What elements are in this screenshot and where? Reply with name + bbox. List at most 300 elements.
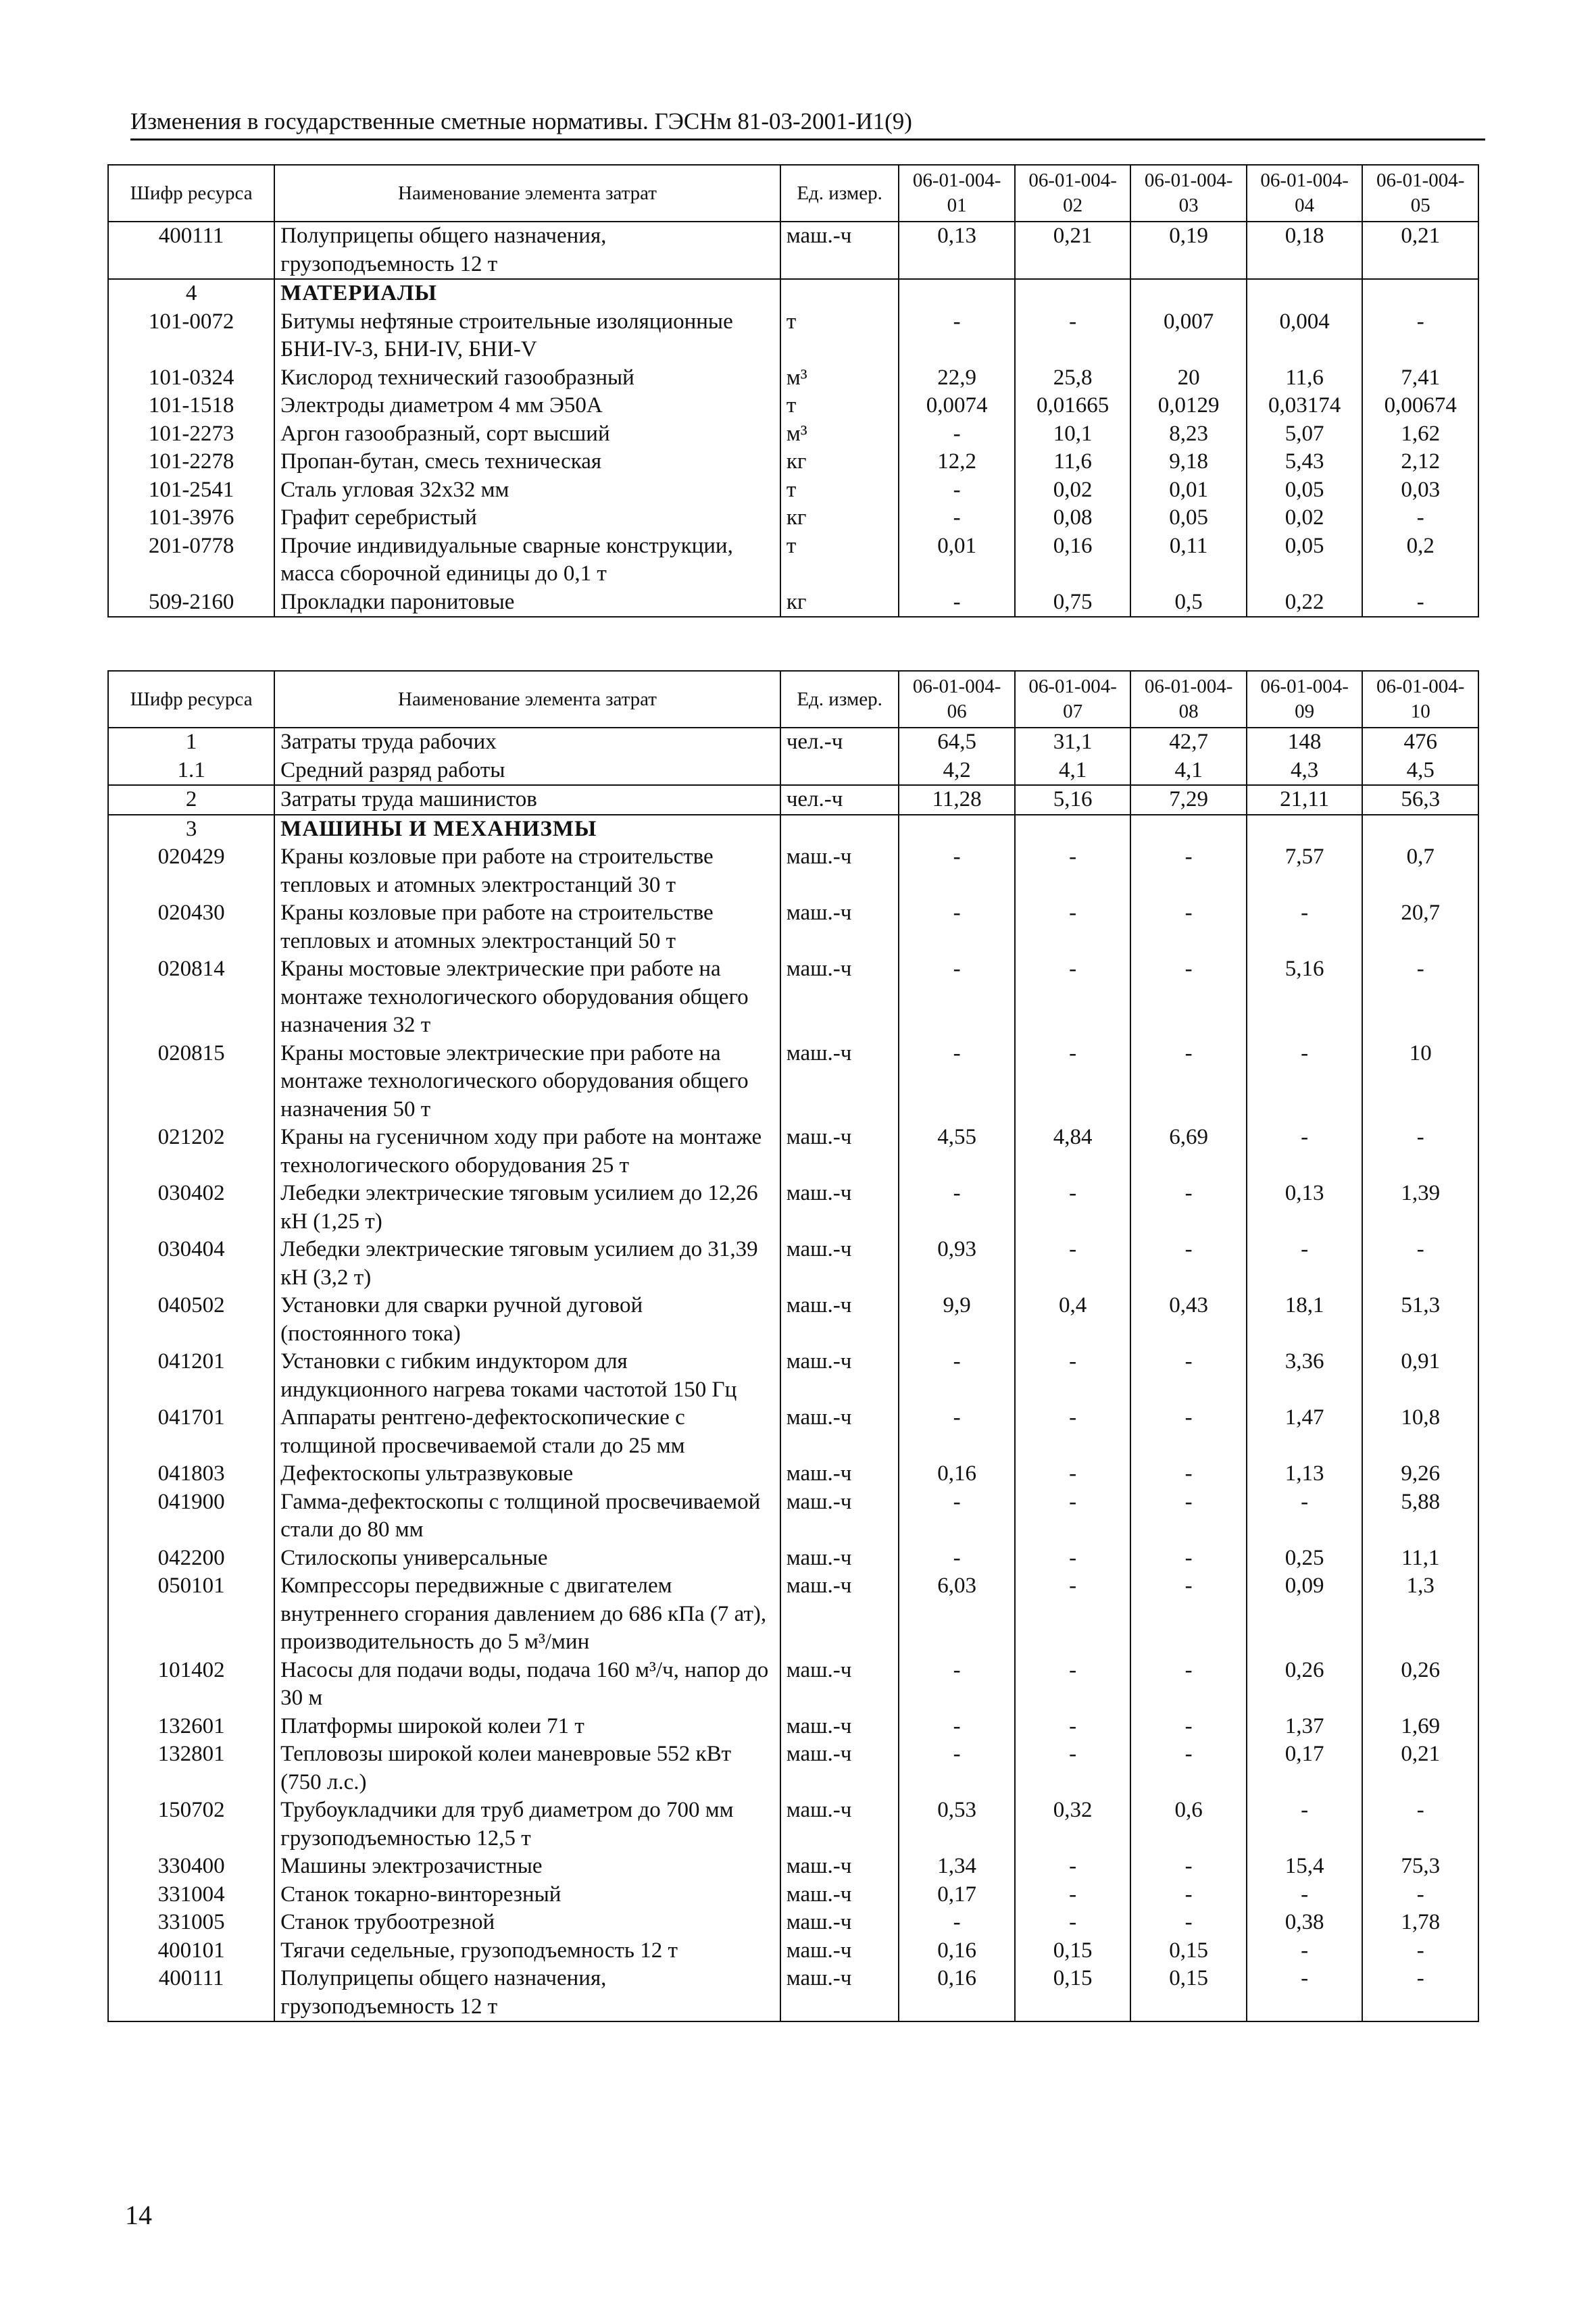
- norm-value-cell: -: [1015, 1180, 1131, 1236]
- norm-value-cell: 0,02: [1015, 476, 1131, 505]
- norm-value-cell: -: [1015, 1488, 1131, 1544]
- cost-element-name-cell: Насосы для подачи воды, подача 160 м³/ч, напор до 30 м: [274, 1657, 780, 1713]
- unit-cell: м³: [780, 364, 899, 393]
- norm-value-cell: -: [1015, 1348, 1131, 1404]
- norm-value-cell: 1,69: [1362, 1713, 1478, 1741]
- norm-value-cell: -: [899, 308, 1015, 364]
- norm-value-cell: 0,02: [1247, 504, 1363, 532]
- unit-cell: маш.-ч: [780, 222, 899, 279]
- cost-element-name-cell: Графит серебристый: [274, 504, 780, 532]
- norm-value-cell: 1,34: [899, 1853, 1015, 1881]
- norm-value-cell: -: [1015, 1853, 1131, 1881]
- unit-cell: маш.-ч: [780, 1348, 899, 1404]
- norm-value-cell: 0,32: [1015, 1796, 1131, 1853]
- norm-value-cell: 0,6: [1130, 1796, 1247, 1853]
- norm-value-cell: 0,03174: [1247, 392, 1363, 420]
- column-header-code: Шифр ресурса: [108, 671, 274, 728]
- norm-value-cell: 11,28: [899, 785, 1015, 815]
- norm-value-cell: 0,15: [1015, 1965, 1131, 2021]
- cost-element-name-cell: Сталь угловая 32х32 мм: [274, 476, 780, 505]
- norm-value-cell: [899, 279, 1015, 308]
- column-header-code: Шифр ресурса: [108, 165, 274, 222]
- norm-value-cell: 6,69: [1130, 1124, 1247, 1180]
- norm-value-cell: 4,84: [1015, 1124, 1131, 1180]
- cost-element-name-cell: Краны мостовые электрические при работе на монтаже технологического оборудования общего назначения 32 т: [274, 955, 780, 1040]
- cost-element-name-cell: Установки для сварки ручной дуговой (постоянного тока): [274, 1292, 780, 1348]
- table-row: [108, 504, 1478, 532]
- resource-code-cell: 020429: [108, 843, 274, 899]
- column-header-unit: Ед. измер.: [780, 165, 899, 222]
- unit-cell: чел.-ч: [780, 785, 899, 815]
- norm-value-cell: [1130, 815, 1247, 844]
- norm-value-cell: -: [1130, 1460, 1247, 1488]
- norm-value-cell: 0,11: [1130, 532, 1247, 588]
- unit-cell: т: [780, 532, 899, 588]
- cost-element-name-cell: Полуприцепы общего назначения, грузоподъемность 12 т: [274, 1965, 780, 2021]
- resource-code-cell: 1: [108, 728, 274, 757]
- norm-value-cell: 9,18: [1130, 448, 1247, 476]
- norm-value-cell: 0,15: [1130, 1937, 1247, 1965]
- norm-value-cell: -: [899, 1348, 1015, 1404]
- cost-element-name-cell: Трубоукладчики для труб диаметром до 700 мм грузоподъемностью 12,5 т: [274, 1796, 780, 1853]
- table-row: [108, 1040, 1478, 1124]
- norm-value-cell: -: [899, 1740, 1015, 1796]
- column-header-norm: 06-01-004-10: [1362, 671, 1478, 728]
- norm-value-cell: 0,05: [1130, 504, 1247, 532]
- table-row: [108, 1965, 1478, 2021]
- unit-cell: [780, 815, 899, 844]
- table-row: [108, 899, 1478, 955]
- table-row: [108, 420, 1478, 449]
- cost-element-name-cell: Станок токарно-винторезный: [274, 1881, 780, 1909]
- unit-cell: кг: [780, 504, 899, 532]
- unit-cell: маш.-ч: [780, 1853, 899, 1881]
- norm-value-cell: 11,6: [1247, 364, 1363, 393]
- norm-value-cell: 7,29: [1130, 785, 1247, 815]
- cost-element-name-cell: МАТЕРИАЛЫ: [274, 279, 780, 308]
- norm-value-cell: -: [1015, 308, 1131, 364]
- unit-cell: чел.-ч: [780, 728, 899, 757]
- norm-value-cell: 0,16: [1015, 532, 1131, 588]
- resource-code-cell: 101-0324: [108, 364, 274, 393]
- norm-value-cell: -: [1247, 1881, 1363, 1909]
- table-row: [108, 1180, 1478, 1236]
- cost-element-name-cell: МАШИНЫ И МЕХАНИЗМЫ: [274, 815, 780, 844]
- norm-value-cell: -: [1130, 1404, 1247, 1460]
- norm-value-cell: -: [1247, 1937, 1363, 1965]
- norm-value-cell: 22,9: [899, 364, 1015, 393]
- norm-value-cell: -: [1247, 1040, 1363, 1124]
- cost-element-name-cell: Краны козловые при работе на строительстве тепловых и атомных электростанций 50 т: [274, 899, 780, 955]
- norm-value-cell: -: [1130, 1909, 1247, 1937]
- norm-value-cell: 0,004: [1247, 308, 1363, 364]
- norm-value-cell: -: [1015, 1740, 1131, 1796]
- resource-code-cell: 2: [108, 785, 274, 815]
- norm-value-cell: -: [1130, 1740, 1247, 1796]
- unit-cell: маш.-ч: [780, 1544, 899, 1573]
- table-row: [108, 1909, 1478, 1937]
- cost-element-name-cell: Пропан-бутан, смесь техническая: [274, 448, 780, 476]
- norm-value-cell: -: [1362, 1796, 1478, 1853]
- unit-cell: маш.-ч: [780, 1713, 899, 1741]
- column-header-norm: 06-01-004-05: [1362, 165, 1478, 222]
- norm-value-cell: 0,01: [899, 532, 1015, 588]
- resource-code-cell: 4: [108, 279, 274, 308]
- norm-value-cell: 0,16: [899, 1460, 1015, 1488]
- table-row: [108, 1937, 1478, 1965]
- table-row: [108, 222, 1478, 279]
- resource-code-cell: 132601: [108, 1713, 274, 1741]
- table-row: [108, 785, 1478, 815]
- resource-code-cell: 020814: [108, 955, 274, 1040]
- resource-code-cell: 101-2273: [108, 420, 274, 449]
- norm-value-cell: 0,91: [1362, 1348, 1478, 1404]
- cost-element-name-cell: Прочие индивидуальные сварные конструкции, масса сборочной единицы до 0,1 т: [274, 532, 780, 588]
- norm-value-cell: 0,17: [899, 1881, 1015, 1909]
- norm-value-cell: -: [1015, 1460, 1131, 1488]
- table-row: [108, 364, 1478, 393]
- resource-code-cell: 050101: [108, 1572, 274, 1657]
- unit-cell: маш.-ч: [780, 1460, 899, 1488]
- cost-element-name-cell: Битумы нефтяные строительные изоляционные БНИ-IV-3, БНИ-IV, БНИ-V: [274, 308, 780, 364]
- norm-value-cell: 4,3: [1247, 757, 1363, 786]
- cost-element-name-cell: Станок трубоотрезной: [274, 1909, 780, 1937]
- table-row: [108, 532, 1478, 588]
- norm-value-cell: -: [1247, 1236, 1363, 1292]
- norm-value-cell: -: [1015, 1236, 1131, 1292]
- norm-value-cell: 21,11: [1247, 785, 1363, 815]
- norm-value-cell: 18,1: [1247, 1292, 1363, 1348]
- norm-value-cell: -: [1015, 1881, 1131, 1909]
- norm-value-cell: 0,75: [1015, 588, 1131, 618]
- norm-value-cell: 0,2: [1362, 532, 1478, 588]
- table-row: [108, 1460, 1478, 1488]
- column-header-norm: 06-01-004-04: [1247, 165, 1363, 222]
- norm-value-cell: -: [1130, 1040, 1247, 1124]
- resource-code-cell: 509-2160: [108, 588, 274, 618]
- norm-value-cell: -: [1130, 955, 1247, 1040]
- norm-value-cell: 0,93: [899, 1236, 1015, 1292]
- table-row: [108, 1713, 1478, 1741]
- norm-value-cell: 0,38: [1247, 1909, 1363, 1937]
- unit-cell: маш.-ч: [780, 1965, 899, 2021]
- norm-value-cell: 25,8: [1015, 364, 1131, 393]
- norm-value-cell: -: [1015, 1713, 1131, 1741]
- norm-value-cell: -: [1130, 1657, 1247, 1713]
- resource-code-cell: 150702: [108, 1796, 274, 1853]
- table-row: [108, 1348, 1478, 1404]
- norm-value-cell: 11,6: [1015, 448, 1131, 476]
- norm-value-cell: -: [1247, 899, 1363, 955]
- table-row: [108, 757, 1478, 786]
- norm-value-cell: 9,9: [899, 1292, 1015, 1348]
- table-row: [108, 1853, 1478, 1881]
- norm-value-cell: -: [1362, 1236, 1478, 1292]
- resource-code-cell: 101-3976: [108, 504, 274, 532]
- norm-value-cell: 0,09: [1247, 1572, 1363, 1657]
- document-header-title: Изменения в государственные сметные нормативы. ГЭСНм 81-03-2001-И1(9): [130, 108, 912, 134]
- norm-value-cell: 56,3: [1362, 785, 1478, 815]
- unit-cell: маш.-ч: [780, 899, 899, 955]
- unit-cell: маш.-ч: [780, 1040, 899, 1124]
- unit-cell: т: [780, 476, 899, 505]
- norm-value-cell: 4,5: [1362, 757, 1478, 786]
- cost-element-name-cell: Тепловозы широкой колеи маневровые 552 кВт (750 л.с.): [274, 1740, 780, 1796]
- cost-element-name-cell: Краны на гусеничном ходу при работе на монтаже технологического оборудования 25 т: [274, 1124, 780, 1180]
- norm-value-cell: -: [1015, 1657, 1131, 1713]
- table-header-row: [108, 671, 1478, 728]
- unit-cell: маш.-ч: [780, 955, 899, 1040]
- column-header-norm: 06-01-004-06: [899, 671, 1015, 728]
- table-row: [108, 1292, 1478, 1348]
- norm-value-cell: -: [1130, 1544, 1247, 1573]
- unit-cell: маш.-ч: [780, 1937, 899, 1965]
- materials-cost-table: [107, 164, 1479, 618]
- unit-cell: т: [780, 392, 899, 420]
- norm-value-cell: 2,12: [1362, 448, 1478, 476]
- labor-machines-cost-table: [107, 670, 1479, 2022]
- norm-value-cell: -: [1130, 1488, 1247, 1544]
- unit-cell: маш.-ч: [780, 1572, 899, 1657]
- norm-value-cell: -: [1362, 1124, 1478, 1180]
- norm-value-cell: 0,26: [1362, 1657, 1478, 1713]
- table-row: [108, 1236, 1478, 1292]
- column-header-unit: Ед. измер.: [780, 671, 899, 728]
- cost-element-name-cell: Краны мостовые электрические при работе на монтаже технологического оборудования общего назначения 50 т: [274, 1040, 780, 1124]
- table-row: [108, 588, 1478, 618]
- norm-value-cell: 3,36: [1247, 1348, 1363, 1404]
- norm-value-cell: -: [1247, 1488, 1363, 1544]
- norm-value-cell: -: [1247, 1796, 1363, 1853]
- table-row: [108, 476, 1478, 505]
- cost-element-name-cell: Аргон газообразный, сорт высший: [274, 420, 780, 449]
- norm-value-cell: 0,25: [1247, 1544, 1363, 1573]
- table-row: [108, 1881, 1478, 1909]
- table-row: [108, 843, 1478, 899]
- norm-value-cell: 4,1: [1130, 757, 1247, 786]
- resource-code-cell: 021202: [108, 1124, 274, 1180]
- norm-value-cell: 0,53: [899, 1796, 1015, 1853]
- norm-value-cell: 0,15: [1015, 1937, 1131, 1965]
- norm-value-cell: 0,01665: [1015, 392, 1131, 420]
- norm-value-cell: 0,16: [899, 1937, 1015, 1965]
- norm-value-cell: [1247, 815, 1363, 844]
- cost-element-name-cell: Тягачи седельные, грузоподъемность 12 т: [274, 1937, 780, 1965]
- resource-code-cell: 330400: [108, 1853, 274, 1881]
- table-row: [108, 728, 1478, 757]
- norm-value-cell: -: [1130, 1236, 1247, 1292]
- resource-code-cell: 041701: [108, 1404, 274, 1460]
- unit-cell: кг: [780, 588, 899, 618]
- table-row: [108, 1488, 1478, 1544]
- norm-value-cell: 0,22: [1247, 588, 1363, 618]
- norm-value-cell: 20: [1130, 364, 1247, 393]
- norm-value-cell: -: [1130, 1348, 1247, 1404]
- norm-value-cell: -: [899, 1404, 1015, 1460]
- unit-cell: маш.-ч: [780, 1236, 899, 1292]
- unit-cell: маш.-ч: [780, 1124, 899, 1180]
- resource-code-cell: 020430: [108, 899, 274, 955]
- resource-code-cell: 041900: [108, 1488, 274, 1544]
- norm-value-cell: -: [1015, 1544, 1131, 1573]
- resource-code-cell: 041201: [108, 1348, 274, 1404]
- norm-value-cell: 15,4: [1247, 1853, 1363, 1881]
- norm-value-cell: [1015, 279, 1131, 308]
- cost-element-name-cell: Затраты труда рабочих: [274, 728, 780, 757]
- unit-cell: маш.-ч: [780, 1180, 899, 1236]
- norm-value-cell: 4,55: [899, 1124, 1015, 1180]
- norm-value-cell: -: [1130, 1572, 1247, 1657]
- unit-cell: маш.-ч: [780, 1740, 899, 1796]
- cost-element-name-cell: Машины электрозачистные: [274, 1853, 780, 1881]
- norm-value-cell: -: [1362, 308, 1478, 364]
- cost-element-name-cell: Электроды диаметром 4 мм Э50А: [274, 392, 780, 420]
- resource-code-cell: 041803: [108, 1460, 274, 1488]
- norm-value-cell: 1,37: [1247, 1713, 1363, 1741]
- norm-value-cell: 0,26: [1247, 1657, 1363, 1713]
- table-row: [108, 955, 1478, 1040]
- cost-element-name-cell: Аппараты рентгено-дефектоскопические с толщиной просвечиваемой стали до 25 мм: [274, 1404, 780, 1460]
- norm-value-cell: 4,1: [1015, 757, 1131, 786]
- norm-value-cell: -: [1362, 1965, 1478, 2021]
- norm-value-cell: [1362, 279, 1478, 308]
- norm-value-cell: 9,26: [1362, 1460, 1478, 1488]
- norm-value-cell: -: [899, 504, 1015, 532]
- resource-code-cell: 201-0778: [108, 532, 274, 588]
- resource-code-cell: 040502: [108, 1292, 274, 1348]
- norm-value-cell: -: [899, 1657, 1015, 1713]
- resource-code-cell: 020815: [108, 1040, 274, 1124]
- resource-code-cell: 101-0072: [108, 308, 274, 364]
- cost-element-name-cell: Лебедки электрические тяговым усилием до 12,26 кН (1,25 т): [274, 1180, 780, 1236]
- norm-value-cell: -: [1130, 843, 1247, 899]
- norm-value-cell: 6,03: [899, 1572, 1015, 1657]
- norm-value-cell: -: [1015, 899, 1131, 955]
- norm-value-cell: -: [1247, 1965, 1363, 2021]
- norm-value-cell: 0,03: [1362, 476, 1478, 505]
- norm-value-cell: 0,7: [1362, 843, 1478, 899]
- norm-value-cell: -: [1015, 955, 1131, 1040]
- unit-cell: т: [780, 308, 899, 364]
- norm-value-cell: 0,05: [1247, 532, 1363, 588]
- unit-cell: м³: [780, 420, 899, 449]
- norm-value-cell: 5,88: [1362, 1488, 1478, 1544]
- norm-value-cell: 148: [1247, 728, 1363, 757]
- cost-element-name-cell: Лебедки электрические тяговым усилием до 31,39 кН (3,2 т): [274, 1236, 780, 1292]
- cost-element-name-cell: Платформы широкой колеи 71 т: [274, 1713, 780, 1741]
- norm-value-cell: -: [899, 1488, 1015, 1544]
- column-header-norm: 06-01-004-01: [899, 165, 1015, 222]
- unit-cell: маш.-ч: [780, 1292, 899, 1348]
- table-row: [108, 1796, 1478, 1853]
- header-divider: [130, 139, 1485, 141]
- table-row: [108, 1124, 1478, 1180]
- column-header-norm: 06-01-004-07: [1015, 671, 1131, 728]
- table-header-row: [108, 165, 1478, 222]
- norm-value-cell: 0,16: [899, 1965, 1015, 2021]
- cost-element-name-cell: Установки с гибким индуктором для индукционного нагрева токами частотой 150 Гц: [274, 1348, 780, 1404]
- table-row: [108, 1544, 1478, 1573]
- norm-value-cell: 10,8: [1362, 1404, 1478, 1460]
- table-row: [108, 448, 1478, 476]
- norm-value-cell: 8,23: [1130, 420, 1247, 449]
- norm-value-cell: 0,43: [1130, 1292, 1247, 1348]
- norm-value-cell: 0,08: [1015, 504, 1131, 532]
- unit-cell: маш.-ч: [780, 1488, 899, 1544]
- norm-value-cell: 7,57: [1247, 843, 1363, 899]
- unit-cell: маш.-ч: [780, 1796, 899, 1853]
- resource-code-cell: 3: [108, 815, 274, 844]
- unit-cell: маш.-ч: [780, 843, 899, 899]
- page-number: 14: [125, 2200, 152, 2230]
- norm-value-cell: -: [899, 843, 1015, 899]
- resource-code-cell: 331004: [108, 1881, 274, 1909]
- norm-value-cell: [1015, 815, 1131, 844]
- cost-element-name-cell: Прокладки паронитовые: [274, 588, 780, 618]
- norm-value-cell: -: [1015, 1909, 1131, 1937]
- norm-value-cell: -: [1015, 1404, 1131, 1460]
- table-row: [108, 1404, 1478, 1460]
- section-header-row: [108, 815, 1478, 844]
- table-row: [108, 308, 1478, 364]
- section-header-row: [108, 279, 1478, 308]
- norm-value-cell: 0,13: [899, 222, 1015, 279]
- resource-code-cell: 1.1: [108, 757, 274, 786]
- norm-value-cell: 5,16: [1015, 785, 1131, 815]
- norm-value-cell: -: [899, 420, 1015, 449]
- norm-value-cell: 20,7: [1362, 899, 1478, 955]
- resource-code-cell: 042200: [108, 1544, 274, 1573]
- norm-value-cell: 0,21: [1362, 222, 1478, 279]
- norm-value-cell: 1,13: [1247, 1460, 1363, 1488]
- unit-cell: маш.-ч: [780, 1404, 899, 1460]
- norm-value-cell: 51,3: [1362, 1292, 1478, 1348]
- resource-code-cell: 030402: [108, 1180, 274, 1236]
- norm-value-cell: 0,18: [1247, 222, 1363, 279]
- norm-value-cell: 0,21: [1362, 1740, 1478, 1796]
- norm-value-cell: -: [899, 1040, 1015, 1124]
- norm-value-cell: -: [1362, 588, 1478, 618]
- norm-value-cell: -: [1362, 955, 1478, 1040]
- unit-cell: маш.-ч: [780, 1881, 899, 1909]
- norm-value-cell: [1247, 279, 1363, 308]
- norm-value-cell: -: [1130, 1853, 1247, 1881]
- norm-value-cell: 1,39: [1362, 1180, 1478, 1236]
- norm-value-cell: 5,16: [1247, 955, 1363, 1040]
- norm-value-cell: 0,19: [1130, 222, 1247, 279]
- unit-cell: маш.-ч: [780, 1909, 899, 1937]
- resource-code-cell: 101-2278: [108, 448, 274, 476]
- cost-element-name-cell: Стилоскопы универсальные: [274, 1544, 780, 1573]
- cost-element-name-cell: Затраты труда машинистов: [274, 785, 780, 815]
- norm-value-cell: -: [899, 1544, 1015, 1573]
- cost-element-name-cell: Краны козловые при работе на строительстве тепловых и атомных электростанций 30 т: [274, 843, 780, 899]
- norm-value-cell: -: [899, 899, 1015, 955]
- cost-element-name-cell: Полуприцепы общего назначения, грузоподъемность 12 т: [274, 222, 780, 279]
- norm-value-cell: -: [1247, 1124, 1363, 1180]
- norm-value-cell: 1,3: [1362, 1572, 1478, 1657]
- norm-value-cell: -: [1130, 1881, 1247, 1909]
- resource-code-cell: 400111: [108, 222, 274, 279]
- norm-value-cell: -: [1015, 1040, 1131, 1124]
- norm-value-cell: 31,1: [1015, 728, 1131, 757]
- norm-value-cell: 0,4: [1015, 1292, 1131, 1348]
- column-header-norm: 06-01-004-03: [1130, 165, 1247, 222]
- norm-value-cell: 5,43: [1247, 448, 1363, 476]
- norm-value-cell: [1362, 815, 1478, 844]
- norm-value-cell: 4,2: [899, 757, 1015, 786]
- norm-value-cell: -: [899, 1713, 1015, 1741]
